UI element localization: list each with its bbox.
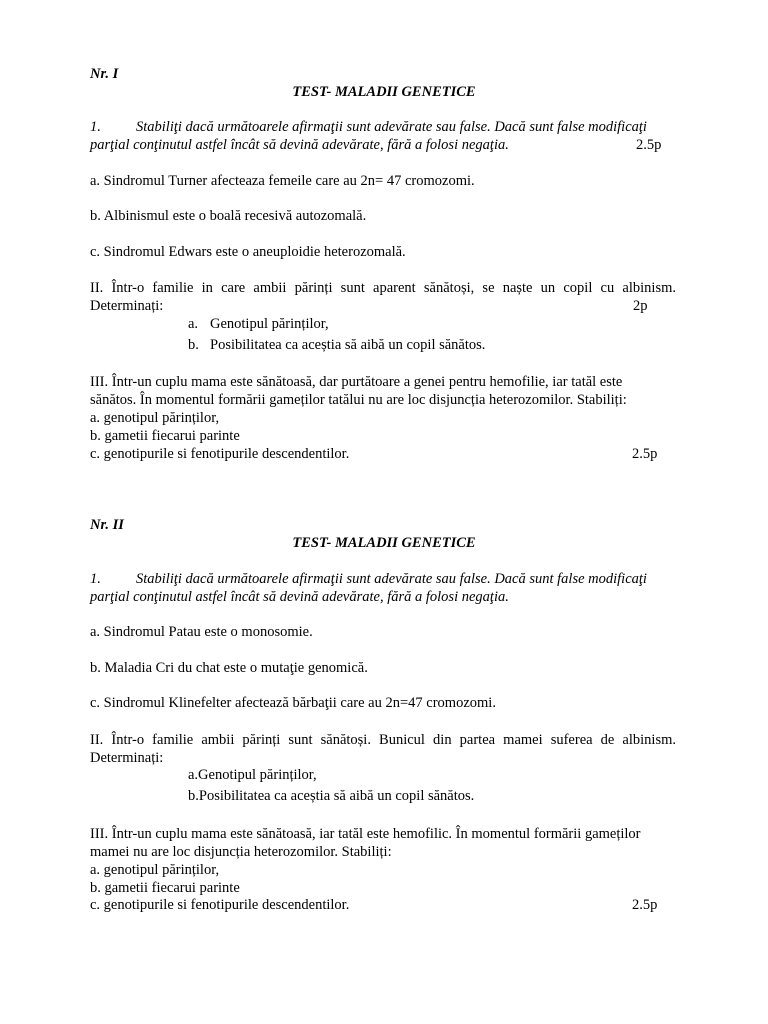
test-1-q3-line2: sănătos. În momentul formării gameților tatălui nu are loc disjuncția heterozomilor. Stabiliți: xyxy=(90,392,627,408)
test-1-q2-item-b-letter: b. xyxy=(188,337,199,353)
test-2-q2-item-a: a.Genotipul părinților, xyxy=(188,767,317,783)
test-2-q1-item-a: a. Sindromul Patau este o monosomie. xyxy=(90,624,313,640)
test-2-number: Nr. II xyxy=(90,517,124,533)
test-1-q3-item-b: b. gametii fiecarui parinte xyxy=(90,428,240,444)
test-2-q1-line1 xyxy=(90,570,647,588)
test-1-q2-item-a xyxy=(188,315,329,333)
test-2-title: TEST- MALADII GENETICE xyxy=(292,535,476,551)
test-1-q1-line1 xyxy=(90,118,647,136)
test-2-q1-item-b: b. Maladia Cri du chat este o mutaţie genomică. xyxy=(90,660,368,676)
test-1-q2-line1: II. Într-o familie in care ambii părinți sunt aparent sănătoși, se naște un copil cu albinism. xyxy=(90,280,676,296)
test-1-q1-number: 1. xyxy=(90,119,101,135)
test-1-q3-item-c: c. genotipurile si fenotipurile descendentilor. xyxy=(90,446,350,462)
test-2-q3-line1: III. Într-un cuplu mama este sănătoasă, iar tatăl este hemofilic. În momentul formării gameților xyxy=(90,826,641,842)
test-1-title: TEST- MALADII GENETICE xyxy=(292,84,476,100)
test-1-q2-item-a-text: Genotipul părinților, xyxy=(210,316,329,332)
test-1-q2-item-a-letter: a. xyxy=(188,316,199,332)
test-1-q2-points: 2p xyxy=(633,298,648,314)
test-1-number: Nr. I xyxy=(90,66,119,82)
test-1-q1-item-a: a. Sindromul Turner afecteaza femeile care au 2n= 47 cromozomi. xyxy=(90,173,475,189)
test-2-q2-item-b: b.Posibilitatea ca aceștia să aibă un copil sănătos. xyxy=(188,788,475,804)
test-2-q3-points: 2.5p xyxy=(632,897,658,913)
test-1-q1-item-c: c. Sindromul Edwars este o aneuploidie heterozomală. xyxy=(90,244,406,260)
test-2-q3-item-c: c. genotipurile si fenotipurile descendentilor. xyxy=(90,897,350,913)
test-1-q2-line2: Determinați: xyxy=(90,298,164,314)
test-1-q3-points: 2.5p xyxy=(632,446,658,462)
test-2-q1-item-c: c. Sindromul Klinefelter afectează bărbaţii care au 2n=47 cromozomi. xyxy=(90,695,496,711)
test-1-q3-item-a: a. genotipul părinților, xyxy=(90,410,220,426)
test-2-q3-line2: mamei nu are loc disjuncția heterozomilor. Stabiliți: xyxy=(90,844,392,860)
test-1-q1-points: 2.5p xyxy=(636,137,662,153)
test-1-q2-item-b xyxy=(188,336,485,354)
test-2-q3-item-a: a. genotipul părinților, xyxy=(90,862,220,878)
test-2-q2-line2: Determinați: xyxy=(90,750,164,766)
test-1-q1-instruction-2: parţial conţinutul astfel încât să devină adevărate, fără a folosi negaţia. xyxy=(90,137,509,153)
test-1-q1-item-b: b. Albinismul este o boală recesivă autozomală. xyxy=(90,208,367,224)
test-2-q1-instruction-1: Stabiliţi dacă următoarele afirmaţii sunt adevărate sau false. Dacă sunt false modificaţi xyxy=(136,571,647,587)
test-1-q1-instruction-1: Stabiliţi dacă următoarele afirmaţii sunt adevărate sau false. Dacă sunt false modificaţi xyxy=(136,119,647,135)
test-2-q1-number: 1. xyxy=(90,571,101,587)
test-2-q3-item-b: b. gametii fiecarui parinte xyxy=(90,880,240,896)
test-1-q2-item-b-text: Posibilitatea ca aceștia să aibă un copil sănătos. xyxy=(210,337,486,353)
test-1-q3-line1: III. Într-un cuplu mama este sănătoasă, dar purtătoare a genei pentru hemofilie, iar tatăl este xyxy=(90,374,623,390)
test-2-q2-line1: II. Într-o familie ambii părinți sunt sănătoși. Bunicul din partea mamei suferea de albinism. xyxy=(90,732,676,748)
test-2-q1-instruction-2: parţial conţinutul astfel încât să devină adevărate, fără a folosi negaţia. xyxy=(90,589,509,605)
